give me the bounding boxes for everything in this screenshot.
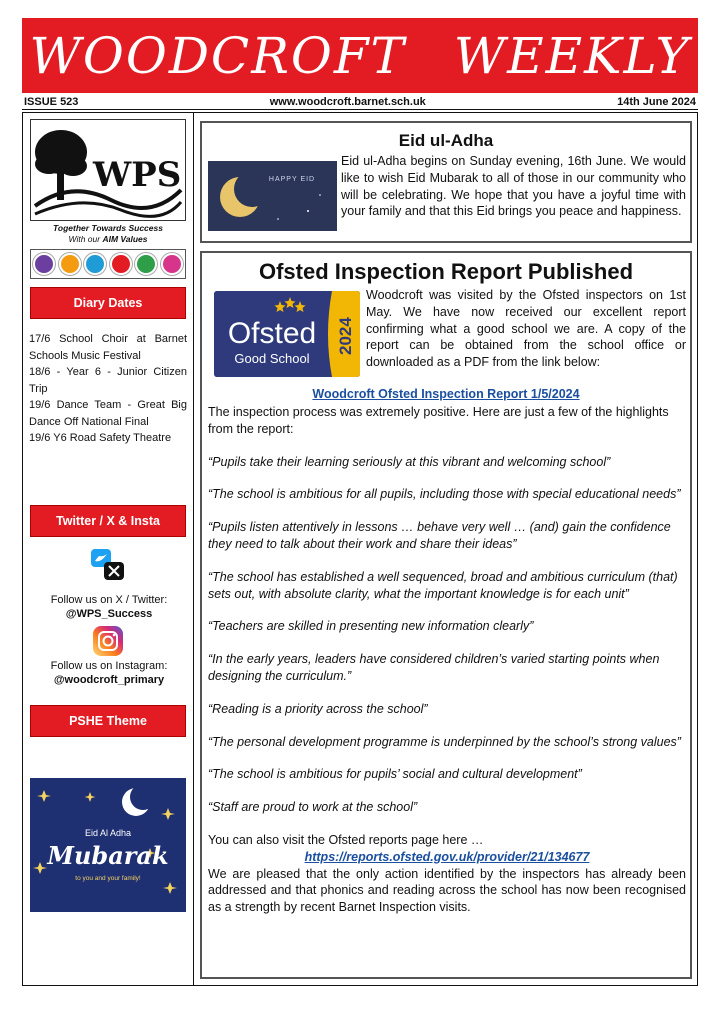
eid-image bbox=[208, 161, 337, 231]
ofsted-visit-text: You can also visit the Ofsted reports page here … bbox=[208, 832, 484, 847]
school-tagline bbox=[30, 223, 186, 245]
ofsted-report-link[interactable]: Woodcroft Ofsted Inspection Report 1/5/2024 bbox=[312, 387, 580, 401]
instagram-follow bbox=[25, 659, 193, 687]
diary-dates-header: Diary Dates bbox=[30, 287, 186, 319]
tagline-bold: AIM Values bbox=[102, 234, 148, 244]
report-quote: “Reading is a priority across the school” bbox=[208, 701, 428, 716]
aim-value-icon-1 bbox=[33, 253, 55, 275]
ofsted-logo-sub: Good School bbox=[234, 351, 310, 366]
newsletter-title: WOODCROFT WEEKLY bbox=[29, 26, 691, 85]
ofsted-article bbox=[200, 251, 692, 979]
diary-item: 18/6 - Year 6 - Junior Citizen Trip bbox=[29, 366, 187, 395]
quote-list bbox=[208, 454, 686, 816]
report-quote: “Teachers are skilled in presenting new information clearly” bbox=[208, 619, 534, 634]
main-content bbox=[194, 112, 698, 986]
ofsted-title: Ofsted Inspection Report Published bbox=[258, 259, 634, 284]
aim-value-icon-2 bbox=[59, 253, 81, 275]
diary-item: 17/6 School Choir at Barnet Schools Music Festival bbox=[29, 333, 187, 362]
aim-values-strip bbox=[30, 249, 186, 279]
eid-card-sub: to you and your family! bbox=[75, 875, 141, 882]
ofsted-good-school-logo bbox=[214, 291, 360, 377]
sidebar bbox=[22, 112, 194, 986]
aim-value-icon-3 bbox=[84, 253, 106, 275]
report-quote: “The school is ambitious for pupils’ social and cultural development” bbox=[208, 767, 582, 782]
report-quote: “The school has established a well sequenced, broad and ambitious curriculum (that) sets out, with absolute clarity, what the important knowledge is for each unit” bbox=[208, 569, 678, 601]
ofsted-badge bbox=[214, 291, 360, 377]
ofsted-reports-url[interactable]: https://reports.ofsted.gov.uk/provider/21/134677 bbox=[304, 849, 590, 864]
eid-article bbox=[200, 121, 692, 243]
instagram-label: Follow us on Instagram: bbox=[50, 660, 168, 672]
report-quote: “In the early years, leaders have considered children’s varied starting points when designing the curriculum.” bbox=[208, 652, 660, 683]
issue-date: 14th June 2024 bbox=[617, 96, 696, 108]
school-logo bbox=[30, 119, 186, 221]
ofsted-lead: The inspection process was extremely positive. Here are just a few of the highlights from the report: bbox=[208, 405, 669, 436]
twitter-follow bbox=[25, 593, 193, 621]
eid-image-caption: HAPPY EID bbox=[268, 176, 316, 183]
twitter-label: Follow us on X / Twitter: bbox=[50, 594, 168, 606]
eid-card-main: Mubarak bbox=[47, 841, 169, 870]
diary-item: 19/6 Y6 Road Safety Theatre bbox=[29, 432, 172, 444]
issue-bar bbox=[22, 95, 698, 109]
pshe-theme-header: PSHE Theme bbox=[30, 705, 186, 737]
eid-card-top: Eid Al Adha bbox=[84, 828, 132, 838]
ofsted-logo-year: 2024 bbox=[336, 317, 355, 355]
ofsted-body bbox=[208, 404, 686, 916]
aim-value-icon-4 bbox=[110, 253, 132, 275]
eid-card-art bbox=[30, 778, 186, 912]
eid-mubarak-card bbox=[30, 778, 186, 912]
eid-body: Eid ul-Adha begins on Sunday evening, 16th June. We would like to wish Eid Mubarak to all of those in our community who will be celebrating. We hope that you have a joyful time with your family and that this Eid brings you peace and happiness. bbox=[341, 154, 686, 219]
divider bbox=[22, 109, 698, 110]
eid-title: Eid ul-Adha bbox=[398, 131, 494, 150]
logo-text: WPS bbox=[93, 155, 182, 195]
tree-logo-icon bbox=[31, 120, 186, 221]
aim-value-icon-5 bbox=[135, 253, 157, 275]
diary-list bbox=[29, 331, 187, 447]
twitter-x-icon[interactable] bbox=[91, 549, 125, 581]
report-quote: “Pupils take their learning seriously at this vibrant and welcoming school” bbox=[208, 454, 611, 469]
issue-number: ISSUE 523 bbox=[24, 96, 79, 108]
tagline-prefix: With our bbox=[68, 234, 103, 244]
report-quote: “Pupils listen attentively in lessons … behave very well … (and) gain the confidence they need to talk about their work and share their ideas” bbox=[208, 520, 671, 551]
aim-value-icon-6 bbox=[161, 253, 183, 275]
masthead-banner bbox=[22, 18, 698, 93]
instagram-handle[interactable]: @woodcroft_primary bbox=[53, 674, 165, 686]
tagline-line-1: Together Towards Success bbox=[53, 223, 163, 233]
crescent-moon-icon bbox=[208, 161, 337, 231]
social-header: Twitter / X & Insta bbox=[30, 505, 186, 537]
ofsted-intro: Woodcroft was visited by the Ofsted inspectors on 1st May. We have now received our excellent report confirming what a good school we are. A copy of the report can be obtained from the school office or downloaded as a PDF from the link below: bbox=[366, 288, 686, 370]
report-quote: “Staff are proud to work at the school” bbox=[208, 800, 418, 815]
instagram-icon[interactable] bbox=[92, 625, 124, 657]
website-link[interactable]: www.woodcroft.barnet.sch.uk bbox=[269, 96, 426, 108]
report-quote: “The school is ambitious for all pupils, including those with special educational needs” bbox=[208, 487, 681, 502]
ofsted-logo-word: Ofsted bbox=[227, 317, 317, 350]
diary-item: 19/6 Dance Team - Great Big Dance Off National Final bbox=[29, 399, 187, 428]
twitter-handle[interactable]: @WPS_Success bbox=[65, 608, 153, 620]
ofsted-closing: We are pleased that the only action identified by the inspectors has already been addressed and that phonics and reading across the school has now been recognised as a strength by recent Barnet Inspection visits. bbox=[208, 866, 686, 915]
report-quote: “The personal development programme is underpinned by the school’s strong values” bbox=[208, 734, 681, 749]
